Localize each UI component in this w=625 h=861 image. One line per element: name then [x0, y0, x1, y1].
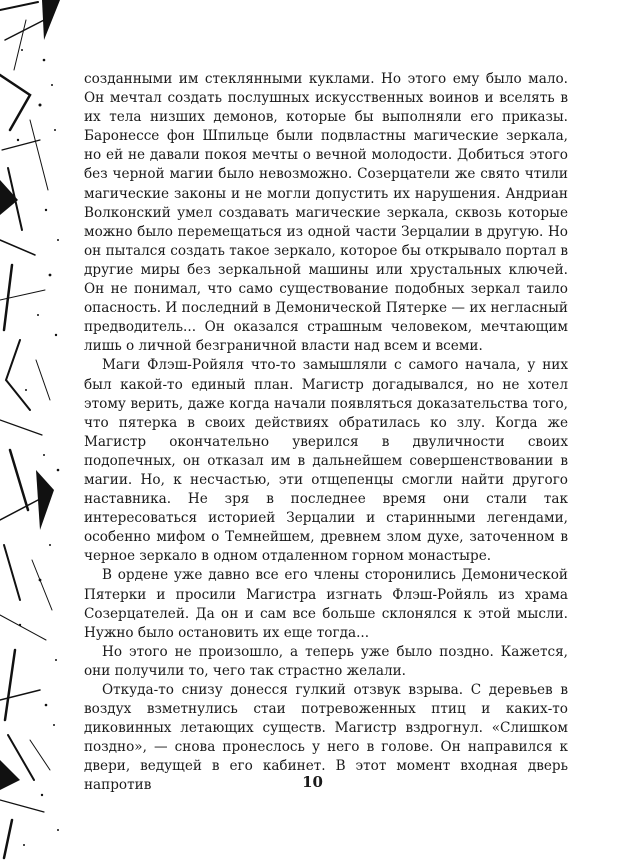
paragraph: В ордене уже давно все его члены сторонились Демонической Пятерки и просили Магистра изгнать Флэш-Ройяль из храма Созерцателей. Да он и сам все больше склонялся к этой мысли. Нужно было остановить их еще тогда... [84, 567, 568, 641]
page-body-text [84, 70, 568, 796]
paragraph: созданными им стеклянными куклами. Но этого ему было мало. Он мечтал создать послушных искусственных воинов и вселять в их тела низших демонов, которые бы выполняли его приказы. Баронессе фон Шпильце были подвластны магические зеркала, но ей не давали покоя мечты о вечной молодости. Добиться этого без черной магии было невозможно. Созерцатели же свято чтили магические законы и не могли допустить их нарушения. Андриан Волконский умел создавать магические зеркала, сквозь которые можно было перемещаться из одной части Зерцалии в другую. Но он пытался создать такое зеркало, которое бы открывало портал в другие миры без зеркальной машины или хрустальных ключей. Он не понимал, что само существование подобных зеркал таило опасность. И последний в Демонической Пятерке — их негласный предводитель... Он оказался страшным человеком, мечтающим лишь о личной безграничной власти над всем и всеми. [84, 71, 568, 355]
decorative-border-ornament [0, 0, 70, 861]
page-number: 10 [302, 773, 323, 791]
paragraph: Откуда-то снизу донесся гулкий отзвук взрыва. С деревьев в воздух взметнулись стаи потревоженных птиц и каких-то диковинных летающих существ. Магистр вздрогнул. «Слишком поздно», — снова пронеслось у него в голове. Он направился к двери, ведущей в его кабинет. В этот момент входная дверь напротив [84, 682, 568, 794]
paragraph: Маги Флэш-Ройяля что-то замышляли с самого начала, у них был какой-то единый план. Магистр догадывался, но не хотел этому верить, даже когда начали появляться доказательства того, что пятерка в своих действиях обратилась ко злу. Когда же Магистр окончательно уверился в двуличности своих подопечных, он отказал им в дальнейшем совершенствовании в магии. Но, к несчастью, эти отщепенцы смогли найти другого наставника. Не зря в последнее время они стали так интересоваться историей Зерцалии и старинными легендами, особенно мифом о Темнейшем, древнем злом духе, заточенном в черное зеркало в одном отдаленном горном монастыре. [84, 357, 568, 565]
paragraph: Но этого не произошло, а теперь уже было поздно. Кажется, они получили то, чего так страстно желали. [84, 643, 568, 679]
